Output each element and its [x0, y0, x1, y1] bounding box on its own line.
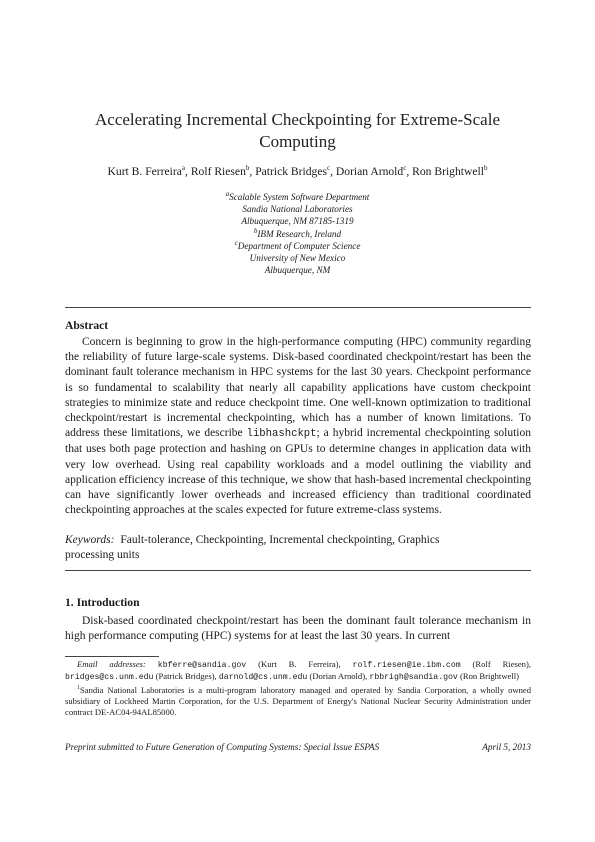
email-label: Email addresses: [77, 659, 146, 669]
footnote-rule [65, 656, 159, 657]
footnote-mark: 1 [77, 685, 80, 691]
affiliation-line: IBM Research, Ireland [257, 228, 342, 239]
affiliation-mark: b [253, 226, 258, 235]
affiliation-mark: a [225, 189, 230, 198]
code-name: libhashckpt [246, 428, 317, 441]
email-owner: (Kurt B. Ferreira), [258, 659, 341, 669]
keywords-label: Keywords: [65, 534, 115, 546]
email-owner: (Patrick Bridges), [155, 671, 217, 681]
author-affiliation-mark: b [483, 164, 488, 173]
abstract-heading: Abstract [65, 319, 109, 332]
email-address[interactable]: darnold@cs.unm.edu [218, 673, 308, 682]
abstract-bottom-rule [65, 570, 531, 571]
section-heading: 1. Introduction [65, 596, 140, 609]
preprint-text: Preprint submitted to Future Generation of Computing Systems: Special Issue ESPAS [65, 742, 380, 752]
affiliations [120, 191, 475, 276]
abstract-text-part: ; a hybrid incremental checkpointing solution that uses both page protection and hashing on GPUs to determine changes in application data with very low overhead. Using real capability workloads and a model outlining the viability and application efficiency increase of this technique, we show that hash-based incremental checkpointing can have significantly lower overheads and increased efficiency than traditional coordinated checkpointing approaches at the scales expected for future extreme-class systems. [65, 427, 532, 517]
email-address[interactable]: rbbrigh@sandia.gov [369, 673, 458, 682]
abstract-text-part: Concern is beginning to grow in the high-performance computing (HPC) community regarding the reliability of future large-scale systems. Disk-based coordinated checkpoint/restart has been the dominant fault tolerance mechanism in HPC systems for the last 30 years. Checkpoint performance is so fundamental to scalability that nearly all capability applications have custom checkpoint strategies to minimize state and reduce checkpoint time. One well-known optimization to traditional checkpoint/restart is incremental checkpointing, which has a number of known limitations. To address these limitations, we describe [65, 336, 531, 440]
author-name: Dorian Arnold [335, 165, 404, 178]
affiliation-line: Department of Computer Science [237, 240, 361, 251]
author-affiliation-mark: c [327, 164, 331, 173]
email-owner: (Dorian Arnold), [309, 671, 368, 681]
footnotes [65, 659, 531, 718]
author-affiliation-mark: a [181, 164, 186, 173]
sandia-footnote [65, 683, 531, 718]
affiliation-line: Scalable System Software Department [229, 192, 370, 202]
title-line-1: Accelerating Incremental Checkpointing for Extreme-Scale [95, 110, 500, 129]
affiliation-line: Albuquerque, NM [264, 265, 331, 276]
email-address[interactable]: bridges@cs.unm.edu [65, 673, 154, 682]
email-address[interactable]: kbferre@sandia.gov [157, 661, 247, 670]
author-name: Rolf Riesen [190, 165, 246, 178]
keywords-text: Fault-tolerance, Checkpointing, Incremental checkpointing, Graphics processing units [65, 534, 440, 562]
affiliation-a [120, 191, 475, 203]
author-affiliation-mark: c [403, 164, 407, 173]
abstract-text [65, 335, 531, 518]
email-owner: (Ron Brightwell) [460, 671, 519, 681]
email-footnote [65, 659, 531, 683]
affiliation-mark: c [234, 238, 238, 247]
author-name: Patrick Bridges [255, 165, 327, 178]
author-affiliation-mark: b [245, 164, 250, 173]
affiliation-line: Albuquerque, NM 87185-1319 [241, 216, 354, 227]
keywords [65, 533, 465, 563]
footnote-text: Sandia National Laboratories is a multi-program laboratory managed and operated by Sandia Corporation, a wholly owned subsidiary of Lockheed Martin Corporation, for the U.S. Department of Energy's National Nuclear Security Administration under contract DE-AC04-94AL85000. [65, 684, 531, 717]
author-list: Kurt B. Ferreira$^a$, Rolf Riesen$^b$, Patrick Bridges$^c$, Dorian Arnold$^c$, Ron Brightwell$^b$ [107, 164, 488, 178]
introduction-text: Disk-based coordinated checkpoint/restart has been the dominant fault tolerance mechanism in high performance computing (HPC) systems for at least the last 30 years. In current [65, 615, 531, 643]
affiliation-b [120, 228, 475, 240]
affiliation-line: University of New Mexico [249, 253, 346, 264]
title-line-2: Computing [259, 132, 336, 151]
abstract-top-rule [65, 307, 531, 308]
author-name: Ron Brightwell [412, 165, 484, 178]
author-name: Kurt B. Ferreira [107, 165, 182, 178]
email-owner: (Rolf Riesen), [472, 659, 531, 669]
email-address[interactable]: rolf.riesen@ie.ibm.com [352, 661, 461, 670]
preprint-line [65, 742, 531, 752]
affiliation-line: Sandia National Laboratories [242, 204, 353, 215]
preprint-date: April 5, 2013 [482, 742, 531, 752]
paper-title [80, 109, 515, 153]
affiliation-c [120, 240, 475, 252]
